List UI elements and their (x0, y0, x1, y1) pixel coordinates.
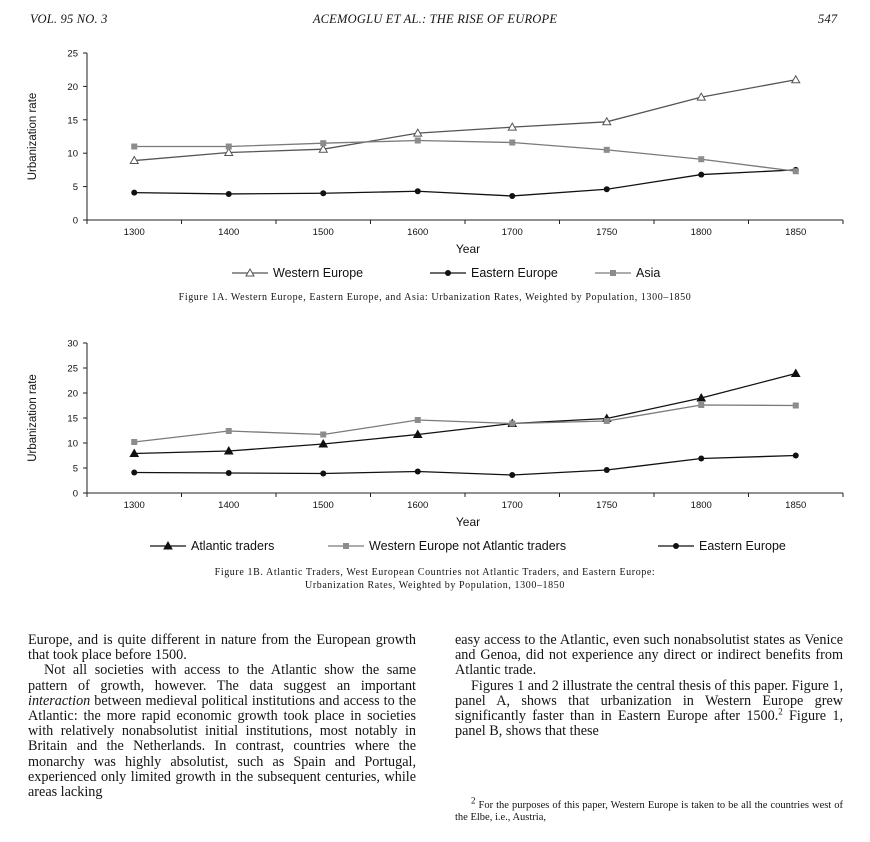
x-tick-label: 1500 (312, 227, 334, 238)
data-point (226, 470, 232, 476)
y-tick-label: 10 (67, 148, 78, 160)
legend (150, 539, 786, 553)
data-point (673, 543, 679, 549)
running-head-volume: VOL. 95 NO. 3 (30, 12, 108, 26)
data-point (320, 471, 326, 477)
data-point (698, 156, 704, 162)
page-number: 547 (818, 12, 838, 26)
x-tick-label: 1300 (123, 227, 145, 238)
data-point (415, 417, 421, 423)
figure-1b-caption-line1: Figure 1B. Atlantic Traders, West European Countries not Atlantic Traders, and Eastern Europe: (214, 567, 656, 578)
data-point (793, 403, 799, 409)
x-tick-label: 1800 (690, 500, 712, 511)
paragraph: Not all societies with access to the Atlantic show the same pattern of growth, however. The data suggest an important interaction between medieval political institutions and access to the Atlantic: the more rapid economic growth took place in societies with relatively nonabsolutist initial institutions, most notably in Britain and the Netherlands. In contrast, countries where the monarchy was highly absolutist, such as Spain and Portugal, experienced only limited growth in the subsequent centuries, while areas lacking (28, 662, 416, 801)
data-point (226, 191, 232, 197)
data-point (793, 168, 799, 174)
figure-1a-chart (0, 40, 870, 290)
y-tick-label: 25 (67, 48, 78, 60)
y-tick-label: 5 (72, 182, 78, 194)
y-tick-label: 20 (67, 81, 78, 93)
data-point (604, 467, 610, 473)
x-axis-title: Year (455, 515, 481, 529)
x-tick-label: 1400 (218, 227, 240, 238)
data-point (698, 402, 704, 408)
data-point (226, 428, 232, 434)
data-point (320, 140, 326, 146)
series-line (134, 374, 796, 454)
y-axis-title: Urbanization rate (27, 374, 39, 462)
data-point (415, 469, 421, 475)
data-point (320, 432, 326, 438)
x-tick-label: 1600 (407, 227, 429, 238)
data-point (131, 190, 137, 196)
running-head-title: ACEMOGLU ET AL.: THE RISE OF EUROPE (312, 12, 558, 26)
data-point (131, 470, 137, 476)
data-point (445, 270, 451, 276)
data-point (509, 140, 515, 146)
x-tick-label: 1700 (501, 500, 523, 511)
x-tick-label: 1500 (312, 500, 334, 511)
y-axis-title: Urbanization rate (27, 92, 39, 181)
series-line (134, 80, 796, 161)
data-point (509, 472, 515, 478)
x-tick-label: 1750 (596, 500, 618, 511)
data-point (604, 418, 610, 424)
legend-label: Eastern Europe (699, 539, 786, 553)
x-tick-label: 1850 (785, 500, 807, 511)
data-point (698, 456, 704, 462)
series-line (134, 405, 796, 442)
y-tick-label: 15 (67, 413, 78, 425)
legend (232, 266, 660, 280)
x-tick-label: 1800 (690, 227, 712, 238)
data-point (226, 144, 232, 150)
legend-label: Western Europe not Atlantic traders (369, 539, 567, 553)
y-tick-label: 25 (67, 363, 78, 375)
x-axis-title: Year (455, 242, 481, 256)
data-point (320, 190, 326, 196)
x-tick-label: 1400 (218, 500, 240, 511)
x-tick-label: 1300 (123, 500, 145, 511)
x-tick-label: 1750 (596, 227, 618, 238)
data-point (604, 147, 610, 153)
figure-1a-caption: Figure 1A. Western Europe, Eastern Europe, and Asia: Urbanization Rates, Weighted by Population, 1300–1850 (178, 292, 692, 303)
data-point (131, 439, 137, 445)
y-tick-label: 10 (67, 438, 78, 450)
data-point (343, 543, 349, 549)
body-column-left (28, 633, 416, 800)
x-tick-label: 1850 (785, 227, 807, 238)
data-point (415, 138, 421, 144)
paragraph: easy access to the Atlantic, even such nonabsolutist states as Venice and Genoa, did not experience any direct or indirect benefits from Atlantic trade. (455, 632, 843, 679)
data-point (792, 76, 800, 83)
x-tick-label: 1700 (501, 227, 523, 238)
data-point (698, 172, 704, 178)
series-atlantic-traders (130, 370, 800, 457)
emphasis: interaction (28, 692, 91, 709)
series-line (134, 170, 796, 196)
legend-label: Eastern Europe (471, 266, 558, 280)
data-point (131, 144, 137, 150)
data-point (415, 188, 421, 194)
data-point (793, 453, 799, 459)
series-eastern-europe (131, 167, 799, 199)
y-tick-label: 15 (67, 115, 78, 127)
figure-1b-caption-line2: Urbanization Rates, Weighted by Population, 1300–1850 (305, 580, 565, 591)
series-line (134, 456, 796, 476)
y-tick-label: 30 (67, 338, 78, 350)
data-point (610, 270, 616, 276)
series-eastern-europe (131, 453, 799, 479)
data-point (604, 186, 610, 192)
body-column-right (455, 633, 843, 739)
y-tick-label: 0 (72, 215, 78, 227)
legend-label: Asia (636, 266, 661, 280)
y-tick-label: 5 (72, 463, 78, 475)
series-western-europe-not-atlantic-traders (131, 402, 799, 445)
legend-label: Atlantic traders (191, 539, 275, 553)
data-point (792, 370, 800, 377)
data-point (509, 421, 515, 427)
y-tick-label: 20 (67, 388, 78, 400)
figure-1b-chart (0, 330, 870, 560)
series-western-europe (130, 76, 800, 164)
paragraph: Europe, and is quite different in nature from the European growth that took place before 1500. (28, 632, 416, 664)
legend-label: Western Europe (273, 266, 364, 280)
footnote-marker: 2 (778, 706, 783, 717)
x-tick-label: 1600 (407, 500, 429, 511)
paragraph: Figures 1 and 2 illustrate the central thesis of this paper. Figure 1, panel A, shows that urbanization in Western Europe grew significantly faster than in Eastern Europe after 1500.$^2$ Figure 1, panel B, shows that these (455, 677, 844, 740)
footnote: $^2$ For the purposes of this paper, Western Europe is taken to be all the countries west of the Elbe, i.e., Austria, (455, 795, 843, 823)
data-point (509, 193, 515, 199)
y-tick-label: 0 (72, 488, 78, 500)
